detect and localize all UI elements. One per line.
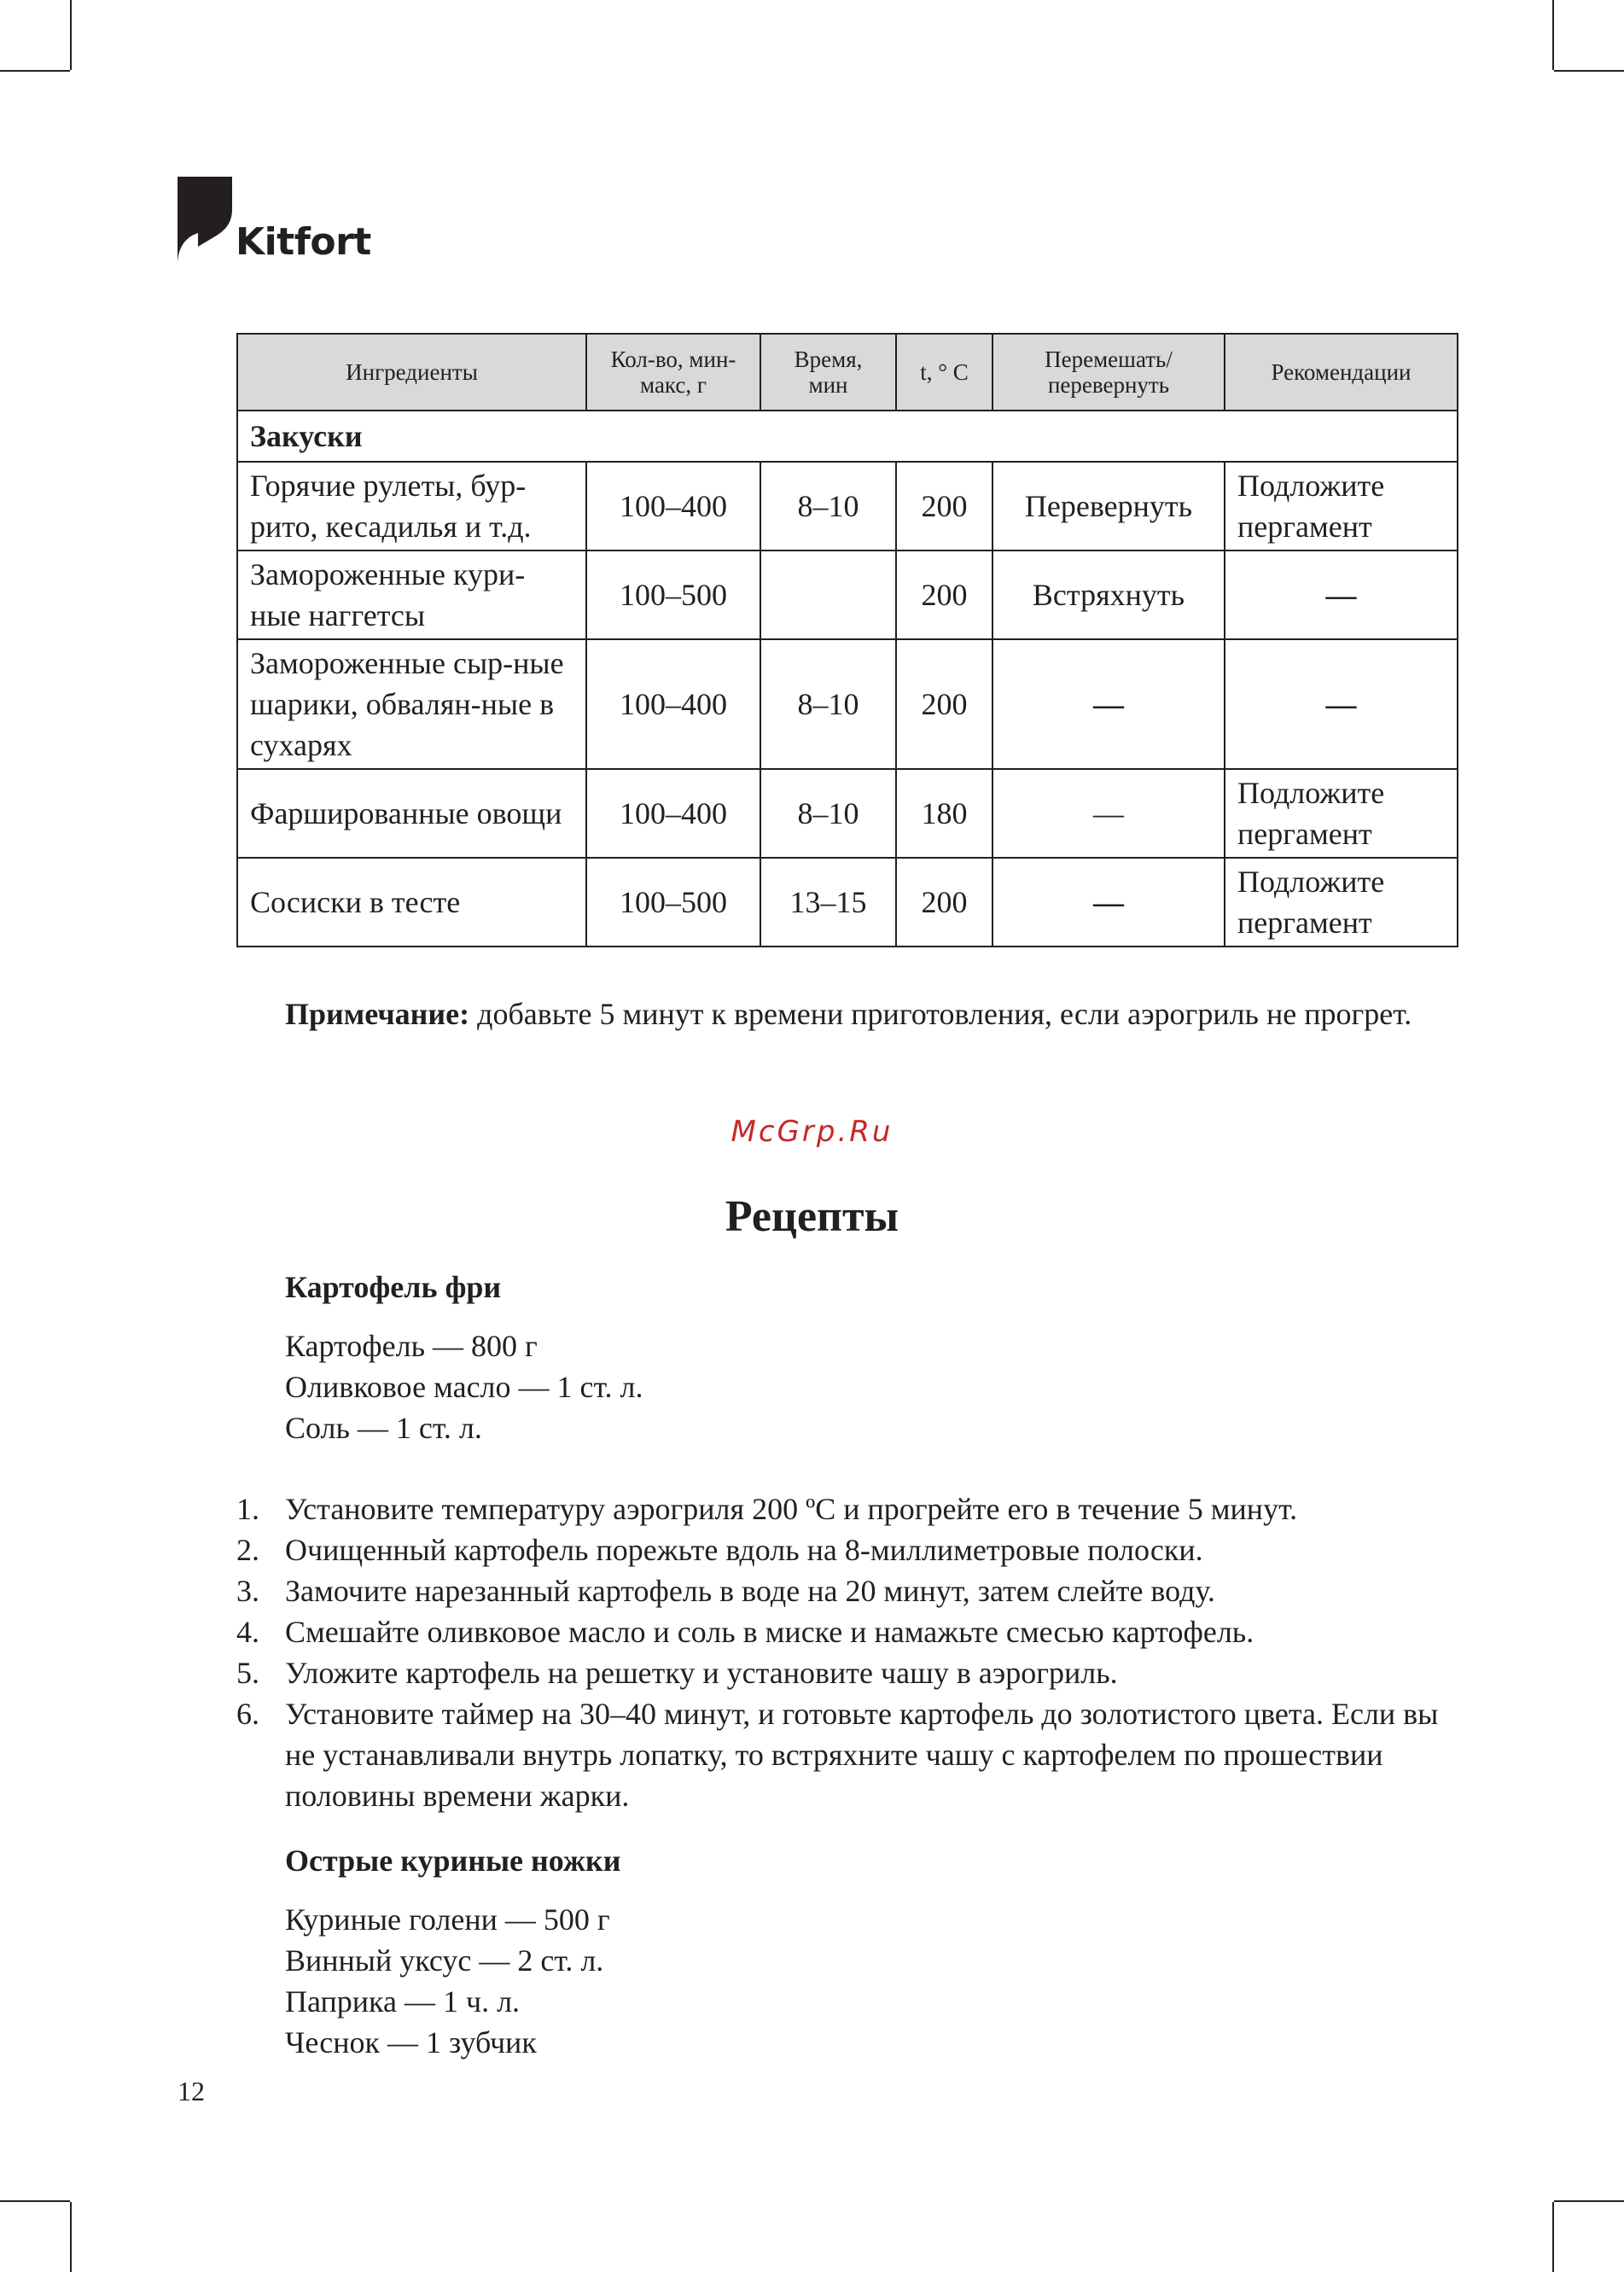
cell-ingredient: Замороженные кури-ные наггетсы [237,551,586,639]
cell-stir-flip: — [992,639,1225,769]
note-label: Примечание: [285,997,470,1031]
cooking-table [236,333,1458,947]
header-ingredients: Ингредиенты [237,334,586,411]
header-recommendations: Рекомендации [1225,334,1458,411]
cell-temperature: 200 [896,639,992,769]
ingredient-item: Чеснок — 1 зубчик [285,2025,537,2059]
note-text: добавьте 5 минут к времени приготовления, если аэрогриль не прогрет. [469,997,1412,1031]
step-text: Установите таймер на 30–40 минут, и готовьте картофель до золотистого цвета. Если вы не устанавливали внутрь лопатку, то встряхните чашу с картофелем по прошествии половины времени жарки. [285,1697,1439,1813]
step-item [236,1529,1474,1570]
step-item [236,1570,1474,1611]
crop-mark [1554,2200,1624,2202]
table-row [237,551,1458,639]
cell-time: 8–10 [760,462,896,551]
cell-quantity: 100–400 [586,769,760,858]
crop-mark [0,2200,70,2202]
step-item [236,1652,1474,1693]
cell-quantity: 100–500 [586,858,760,947]
step-number: 2. [236,1533,259,1567]
step-number: 1. [236,1492,259,1526]
cell-stir-flip: Встряхнуть [992,551,1225,639]
cell-quantity: 100–400 [586,462,760,551]
section-label: Закуски [237,411,1458,462]
cell-quantity: 100–400 [586,639,760,769]
cell-temperature: 200 [896,551,992,639]
cell-time [760,551,896,639]
step-number: 6. [236,1697,259,1731]
step-item [236,1693,1474,1816]
ingredient-item: Соль — 1 ст. л. [285,1411,482,1445]
crop-mark [1554,70,1624,72]
cell-ingredient: Фаршированные овощи [237,769,586,858]
cell-time: 8–10 [760,639,896,769]
cell-recommendation: — [1225,639,1458,769]
kitfort-logo-icon [178,177,232,265]
crop-mark [70,2202,72,2272]
recipe-title: Острые куриные ножки [285,1844,621,1878]
recipe-title: Картофель фри [285,1270,502,1304]
header-temperature: t, ° C [896,334,992,411]
step-number: 3. [236,1574,259,1608]
table-row [237,858,1458,947]
step-item [236,1488,1474,1529]
ingredient-item: Куриные голени — 500 г [285,1902,610,1937]
crop-mark [70,0,72,70]
ingredient-item: Оливковое масло — 1 ст. л. [285,1370,643,1404]
cell-ingredient: Замороженные сыр-ные шарики, обвалян-ные в сухарях [237,639,586,769]
cell-temperature: 200 [896,462,992,551]
crop-mark [1552,0,1554,70]
header-quantity: Кол-во, мин-макс, г [586,334,760,411]
header-time: Время, мин [760,334,896,411]
step-number: 5. [236,1656,259,1690]
cell-recommendation: — [1225,551,1458,639]
step-item [236,1611,1474,1652]
steps-list [236,1488,1474,1816]
cell-time: 8–10 [760,769,896,858]
crop-mark [0,70,70,72]
cell-recommendation: Подложите пергамент [1225,769,1458,858]
ingredient-item: Паприка — 1 ч. л. [285,1984,521,2019]
cell-ingredient: Сосиски в тесте [237,858,586,947]
cell-temperature: 180 [896,769,992,858]
step-text: Замочите нарезанный картофель в воде на 20 минут, затем слейте воду. [285,1574,1215,1608]
ingredient-item: Винный уксус — 2 ст. л. [285,1943,604,1978]
cell-temperature: 200 [896,858,992,947]
cell-recommendation: Подложите пергамент [1225,858,1458,947]
cell-stir-flip: Перевернуть [992,462,1225,551]
recipes-heading: Рецепты [725,1192,899,1241]
cell-recommendation: Подложите пергамент [1225,462,1458,551]
cell-ingredient: Горячие рулеты, бур-рито, кесадилья и т.д. [237,462,586,551]
ingredient-list [285,1899,610,2063]
crop-mark [1552,2202,1554,2272]
brand-name: Kitfort [236,220,371,264]
step-text: Очищенный картофель порежьте вдоль на 8-миллиметровые полоски. [285,1533,1203,1567]
table-row [237,769,1458,858]
cell-stir-flip: — [992,858,1225,947]
page-number: 12 [178,2076,205,2106]
table-row [237,639,1458,769]
note-paragraph [236,993,1457,1035]
step-text: Установите температуру аэрогриля 200 ºС и прогрейте его в течение 5 минут. [285,1492,1298,1526]
brand-logo [178,177,371,265]
step-number: 4. [236,1615,259,1649]
cell-stir-flip: — [992,769,1225,858]
ingredient-item: Картофель — 800 г [285,1329,538,1363]
table-row [237,462,1458,551]
table-section-row [237,411,1458,462]
cell-time: 13–15 [760,858,896,947]
watermark: McGrp.Ru [731,1115,893,1149]
header-stir-flip: Перемешать/ перевернуть [992,334,1225,411]
step-text: Смешайте оливковое масло и соль в миске и намажьте смесью картофель. [285,1615,1254,1649]
ingredient-list [285,1325,643,1448]
table-header-row [237,334,1458,411]
step-text: Уложите картофель на решетку и установите чашу в аэрогриль. [285,1656,1118,1690]
cell-quantity: 100–500 [586,551,760,639]
